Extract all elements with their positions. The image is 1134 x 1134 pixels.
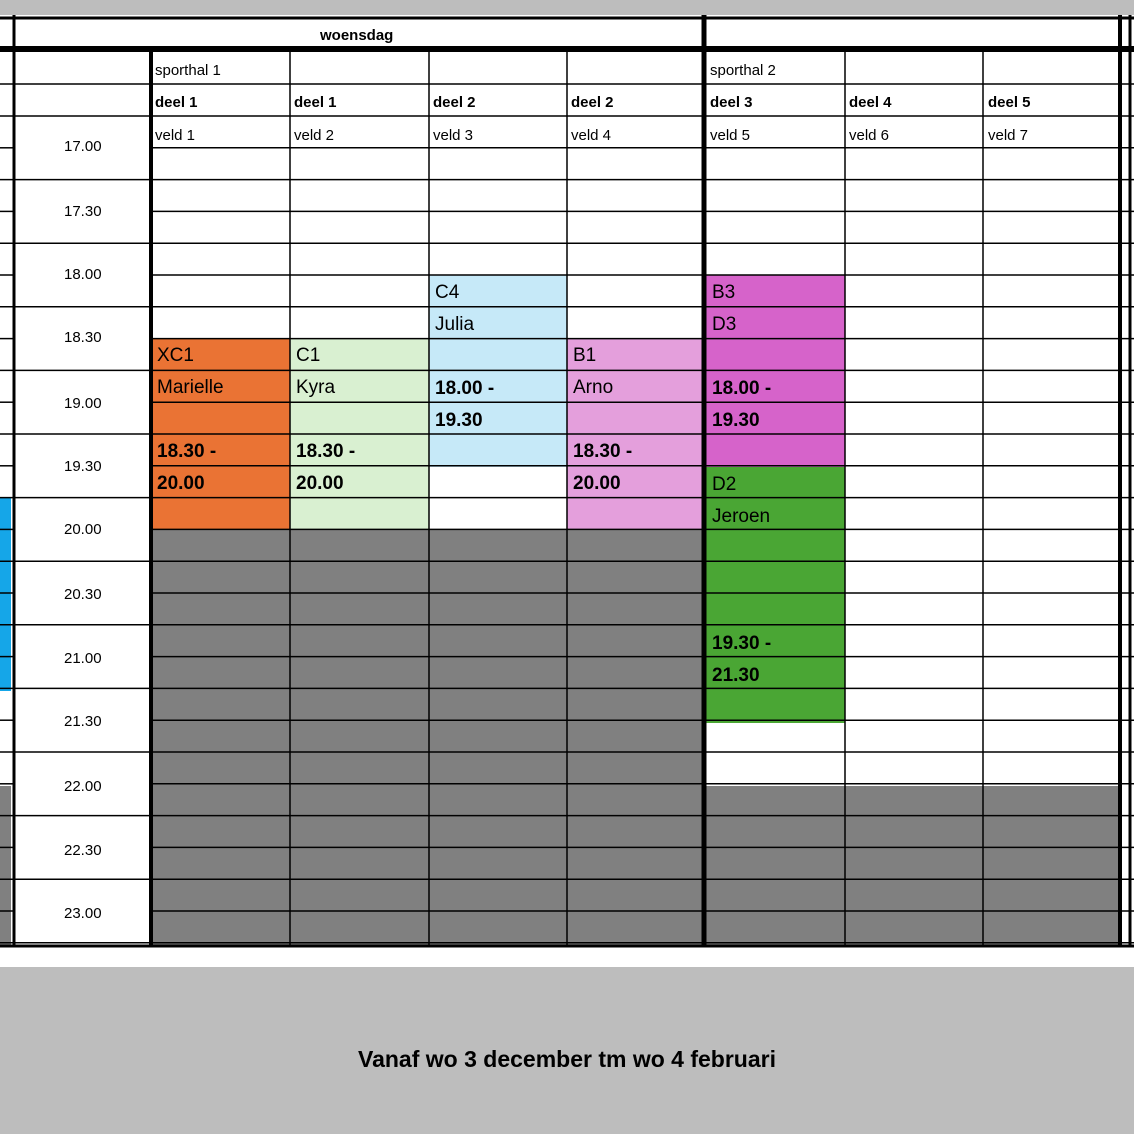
time-label: 17.30 — [64, 203, 102, 220]
booking-trainer: Kyra — [296, 377, 336, 398]
booking-time-from: 18.00 - — [435, 378, 495, 399]
part-header: deel 4 — [849, 94, 892, 111]
time-label: 22.00 — [64, 778, 102, 795]
part-header: deel 2 — [433, 94, 476, 111]
booking-time-from: 18.30 - — [157, 441, 217, 462]
part-header: deel 1 — [155, 94, 198, 111]
time-label: 22.30 — [64, 842, 102, 859]
schedule-sheet — [0, 15, 1134, 967]
left-day-blue-block — [0, 497, 11, 691]
booking-team: C4 — [435, 282, 460, 303]
booking-time-to: 20.00 — [296, 473, 344, 494]
booking-time-from: 18.00 - — [712, 378, 772, 399]
booking-team: D2 — [712, 474, 737, 495]
part-header: deel 2 — [571, 94, 614, 111]
booking-team: B3 — [712, 282, 736, 303]
booking-trainer: Julia — [435, 314, 475, 335]
booking-team: C1 — [296, 345, 321, 366]
unavailable-sporthal-2 — [706, 786, 1120, 946]
booking-time-from: 18.30 - — [296, 441, 356, 462]
time-label: 18.30 — [64, 329, 102, 346]
field-header: veld 7 — [988, 127, 1029, 144]
field-header: veld 1 — [155, 127, 196, 144]
time-label: 21.30 — [64, 713, 102, 730]
time-label: 23.00 — [64, 905, 102, 922]
booking-time-to: 20.00 — [573, 473, 621, 494]
booking-time-from: 18.30 - — [573, 441, 633, 462]
hall-header-sporthal-2: sporthal 2 — [710, 62, 776, 79]
booking-team: XC1 — [157, 345, 194, 366]
date-range-caption: Vanaf wo 3 december tm wo 4 februari — [358, 1046, 776, 1072]
booking-time-to: 20.00 — [157, 473, 205, 494]
time-label: 19.00 — [64, 395, 102, 412]
booking-time-from: 19.30 - — [712, 633, 772, 654]
time-label: 20.00 — [64, 521, 102, 538]
time-label: 17.00 — [64, 138, 102, 155]
field-header: veld 3 — [433, 127, 474, 144]
part-header: deel 1 — [294, 94, 337, 111]
part-header: deel 3 — [710, 94, 753, 111]
booking-trainer: D3 — [712, 314, 737, 335]
time-label: 20.30 — [64, 586, 102, 603]
field-header: veld 6 — [849, 127, 890, 144]
time-label: 19.30 — [64, 458, 102, 475]
booking-time-to: 19.30 — [712, 410, 760, 431]
time-label: 18.00 — [64, 266, 102, 283]
booking-trainer: Arno — [573, 377, 614, 398]
field-header: veld 2 — [294, 127, 335, 144]
booking-trainer: Jeroen — [712, 506, 771, 527]
hall-header-sporthal-1: sporthal 1 — [155, 62, 221, 79]
booking-time-to: 19.30 — [435, 410, 483, 431]
field-header: veld 5 — [710, 127, 751, 144]
booking-team: B1 — [573, 345, 597, 366]
left-day-gray-block — [0, 786, 11, 946]
part-header: deel 5 — [988, 94, 1031, 111]
booking-time-to: 21.30 — [712, 665, 760, 686]
booking-trainer: Marielle — [157, 377, 224, 398]
time-label: 21.00 — [64, 650, 102, 667]
day-header: woensdag — [320, 27, 394, 44]
field-header: veld 4 — [571, 127, 612, 144]
